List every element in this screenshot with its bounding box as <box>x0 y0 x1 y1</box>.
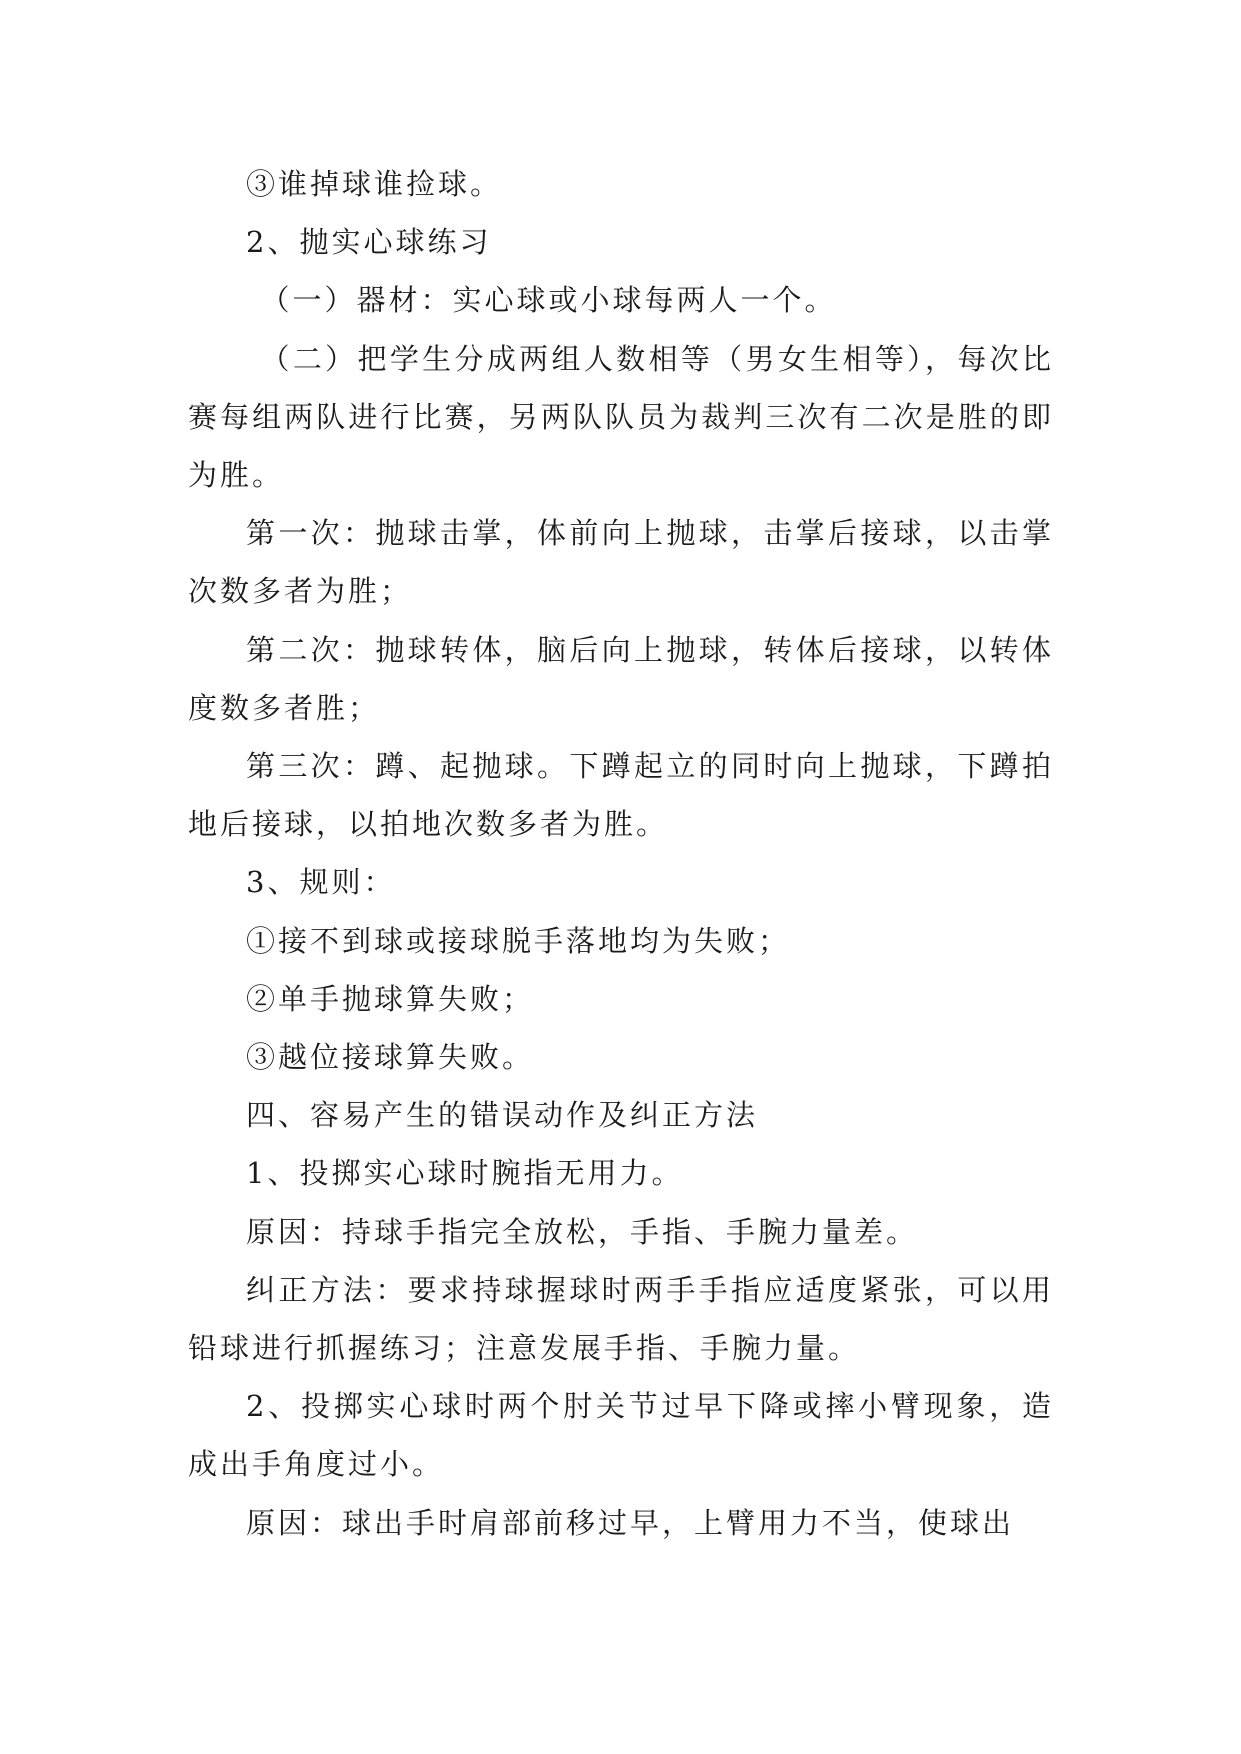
paragraph: （二）把学生分成两组人数相等（男女生相等），每次比赛每组两队进行比赛，另两队队员为裁判三次有二次是胜的即为胜。 <box>188 341 1054 493</box>
subsection-heading: 2、投掷实心球时两个肘关节过早下降或摔小臂现象，造成出手角度过小。 <box>188 1389 1054 1482</box>
paragraph: ③谁掉球谁捡球。 <box>246 167 503 201</box>
section-heading: 四、容易产生的错误动作及纠正方法 <box>246 1098 759 1133</box>
document-body <box>188 155 1054 1552</box>
paragraph: 第三次：蹲、起抛球。下蹲起立的同时向上抛球，下蹲拍地后接球，以拍地次数多者为胜。 <box>188 749 1054 842</box>
list-item: ②单手抛球算失败； <box>246 981 535 1016</box>
list-item: ③越位接球算失败。 <box>246 1040 535 1075</box>
paragraph: 原因：球出手时肩部前移过早，上臂用力不当，使球出 <box>246 1505 1015 1540</box>
section-heading: 3、规则： <box>246 865 396 900</box>
paragraph: 第一次：抛球击掌，体前向上抛球，击掌后接球，以击掌次数多者为胜； <box>188 516 1054 609</box>
list-item: ①接不到球或接球脱手落地均为失败； <box>246 923 791 958</box>
section-heading: 2、抛实心球练习 <box>246 225 492 260</box>
subsection-heading: 1、投掷实心球时腕指无用力。 <box>246 1156 684 1191</box>
paragraph: 第二次：抛球转体，脑后向上抛球，转体后接球，以转体度数多者胜； <box>188 632 1054 725</box>
paragraph: （一）器材：实心球或小球每两人一个。 <box>260 283 837 318</box>
paragraph: 原因：持球手指完全放松，手指、手腕力量差。 <box>246 1214 919 1249</box>
paragraph: 纠正方法：要求持球握球时两手手指应适度紧张，可以用铅球进行抓握练习；注意发展手指、手腕力量。 <box>188 1272 1054 1366</box>
